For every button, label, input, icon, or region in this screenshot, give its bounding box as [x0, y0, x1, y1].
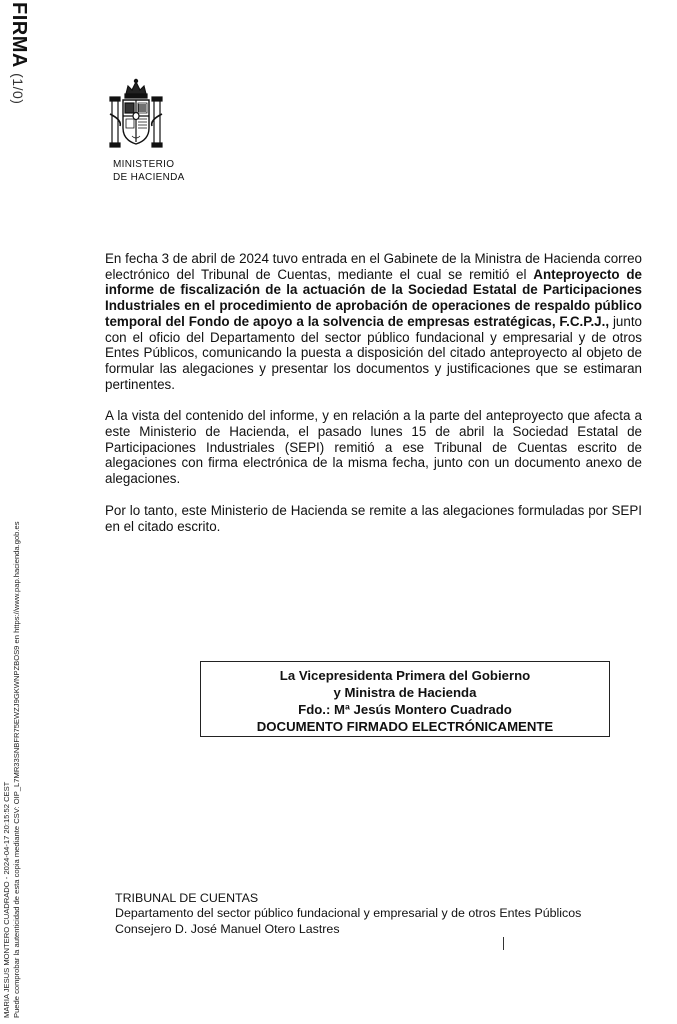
signer-role: y Ministra de Hacienda	[333, 685, 477, 700]
paragraph-1-intro: En fecha 3 de abril de 2024 tuvo entrada en el Gabinete de la Ministra de Hacienda correo electrónico del Tribunal de Cuentas, mediante el cual se remitió el	[105, 251, 642, 282]
coat-of-arms-icon	[108, 78, 164, 158]
ministry-name	[113, 158, 185, 184]
recipient-department: Departamento del sector público fundacional y empresarial y de otros Entes Públicos	[115, 906, 582, 921]
csv-link-text: Puede comprobar la autenticidad de esta copia mediante CSV: OIP_L7MR33SNBFR75EWZJ9GKWNPZBOS9 en https://www.pap.hacienda.gob.es	[12, 521, 21, 1018]
firma-sub: (1/0)	[10, 73, 26, 105]
paragraph-1	[105, 251, 642, 392]
paragraph-2: A la vista del contenido del informe, y en relación a la parte del anteproyecto que afecta a este Ministerio de Hacienda, el pasado lunes 15 de abril la Sociedad Estatal de Participaciones Industriales (SEPI) remitió a ese Tribunal de Cuentas escrito de alegaciones con firma electrónica de la misma fecha, junto con un documento anexo de alegaciones.	[105, 408, 642, 487]
signer-name: Fdo.: Mª Jesús Montero Cuadrado	[298, 702, 512, 717]
recipient-block	[115, 891, 581, 937]
ministry-line-1: MINISTERIO	[113, 159, 175, 170]
firma-stamp-text	[7, 2, 30, 104]
page-mark	[503, 937, 504, 950]
firma-stamp	[6, 2, 28, 112]
signature-box	[200, 661, 610, 737]
recipient-institution: TRIBUNAL DE CUENTAS	[115, 891, 259, 905]
firma-label: FIRMA	[8, 2, 30, 68]
letter-body	[105, 251, 642, 550]
signer-title: La Vicepresidenta Primera del Gobierno	[279, 668, 531, 683]
paragraph-3: Por lo tanto, este Ministerio de Hacienda se remite a las alegaciones formuladas por SEPI en el citado escrito.	[105, 502, 642, 534]
signed-electronically-label: DOCUMENTO FIRMADO ELECTRÓNICAMENTE	[256, 719, 554, 734]
signer-timestamp: MARIA JESUS MONTERO CUADRADO - 2024-04-17 20:15:52 CEST	[2, 781, 11, 1018]
paragraph-1-rest: junto con el oficio del Departamento del sector público fundacional y empresarial y de otros Entes Públicos, comunicando la puesta a disposición del citado anteproyecto al objeto de formular las alegaciones y presentar los documentos y justificaciones que se estimaran pertinentes.	[105, 313, 642, 392]
recipient-person: Consejero D. José Manuel Otero Lastres	[115, 921, 340, 936]
report-title: Anteproyecto de informe de fiscalización de la actuación de la Sociedad Estatal de Participaciones Industriales en el procedimiento de aprobación de operaciones de respaldo público temporal del Fondo de apoyo a la solvencia de empresas estratégicas, F.C.P.J.,	[105, 266, 643, 329]
csv-verification-note	[2, 521, 22, 1018]
ministry-line-2: DE HACIENDA	[113, 172, 185, 183]
